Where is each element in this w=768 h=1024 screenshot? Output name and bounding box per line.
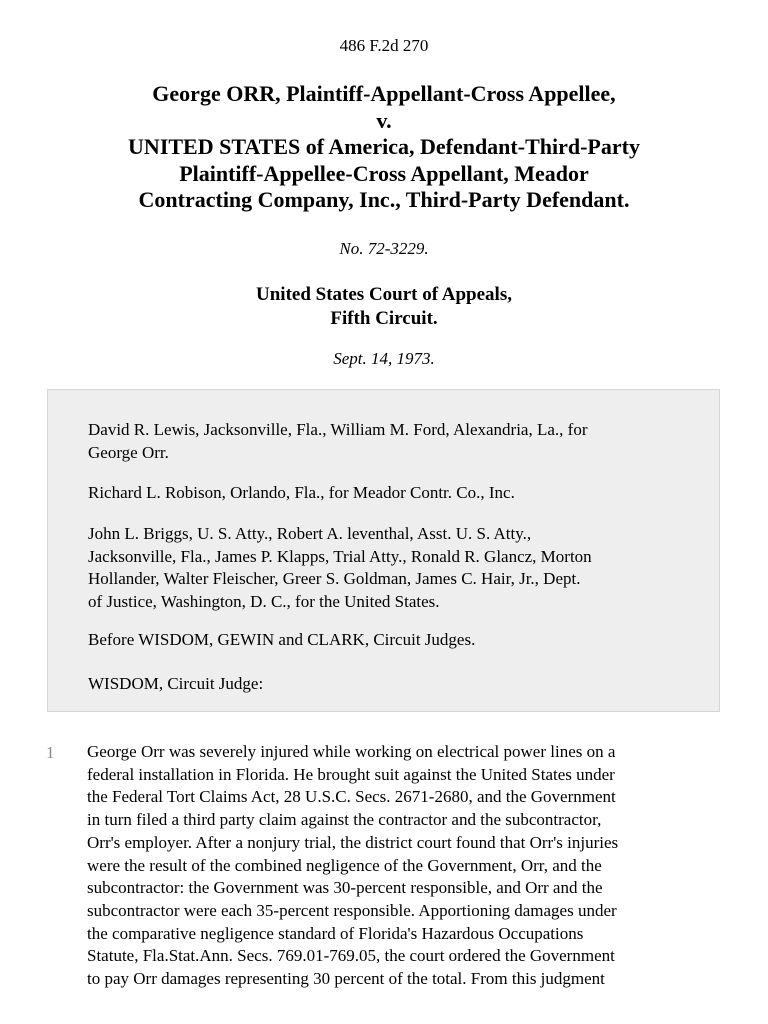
paragraph-line: to pay Orr damages representing 30 percent of the total. From this judgment [87, 969, 605, 989]
panel-of-judges [88, 629, 700, 652]
paragraph-line: subcontractor: the Government was 30-percent responsible, and Orr and the [87, 878, 603, 898]
counsel-line: Richard L. Robison, Orlando, Fla., for Meador Contr. Co., Inc. [88, 483, 515, 502]
caption-line: v. [376, 107, 392, 133]
docket-number: No. 72-3229. [339, 239, 429, 258]
paragraph-line: the Federal Tort Claims Act, 28 U.S.C. Secs. 2671-2680, and the Government [87, 787, 616, 807]
paragraph-line: Orr's employer. After a nonjury trial, the district court found that Orr's injuries [87, 832, 619, 852]
counsel-paragraph [88, 523, 700, 613]
paragraph-line: Statute, Fla.Stat.Ann. Secs. 769.01-769.05, the court ordered the Government [87, 946, 615, 966]
caption-line: George ORR, Plaintiff-Appellant-Cross Appellee, [152, 81, 616, 106]
case-citation: 486 F.2d 270 [339, 36, 429, 55]
counsel-line: Hollander, Walter Fleischer, Greer S. Goldman, James C. Hair, Jr., Dept. [88, 569, 581, 588]
paragraph-line: were the result of the combined negligence of the Government, Orr, and the [87, 855, 602, 875]
court-name [0, 283, 768, 331]
counsel-line: of Justice, Washington, D. C., for the United States. [88, 591, 440, 611]
counsel-line: Before WISDOM, GEWIN and CLARK, Circuit Judges. [88, 630, 476, 649]
counsel-line: WISDOM, Circuit Judge: [88, 674, 264, 693]
case-caption [60, 81, 708, 214]
paragraph-number[interactable]: 1 [46, 743, 55, 762]
counsel-paragraph [88, 482, 700, 505]
opinion-paragraph [87, 741, 737, 991]
paragraph-line: George Orr was severely injured while working on electrical power lines on a [87, 742, 616, 761]
opinion-author [88, 673, 700, 696]
paragraph-line: subcontractor were each 35-percent responsible. Apportioning damages under [87, 900, 617, 920]
paragraph-line: federal installation in Florida. He brought suit against the United States under [87, 764, 615, 784]
court-line: United States Court of Appeals, [256, 284, 512, 305]
court-line: Fifth Circuit. [330, 308, 438, 329]
caption-line: Plaintiff-Appellee-Cross Appellant, Meador [179, 160, 589, 186]
counsel-paragraph [88, 419, 700, 464]
paragraph-line: the comparative negligence standard of Florida's Hazardous Occupations [87, 923, 584, 943]
decision-date: Sept. 14, 1973. [333, 349, 435, 368]
counsel-panel [47, 389, 720, 712]
paragraph-line: in turn filed a third party claim against the contractor and the subcontractor, [87, 810, 602, 830]
counsel-line: John L. Briggs, U. S. Atty., Robert A. leventhal, Asst. U. S. Atty., [88, 524, 532, 543]
caption-line: Contracting Company, Inc., Third-Party Defendant. [138, 187, 630, 212]
counsel-line: David R. Lewis, Jacksonville, Fla., William M. Ford, Alexandria, La., for [88, 420, 588, 439]
counsel-line: George Orr. [88, 442, 169, 462]
caption-line: UNITED STATES of America, Defendant-Third-Party [128, 134, 640, 159]
counsel-line: Jacksonville, Fla., James P. Klapps, Trial Atty., Ronald R. Glancz, Morton [88, 546, 592, 566]
